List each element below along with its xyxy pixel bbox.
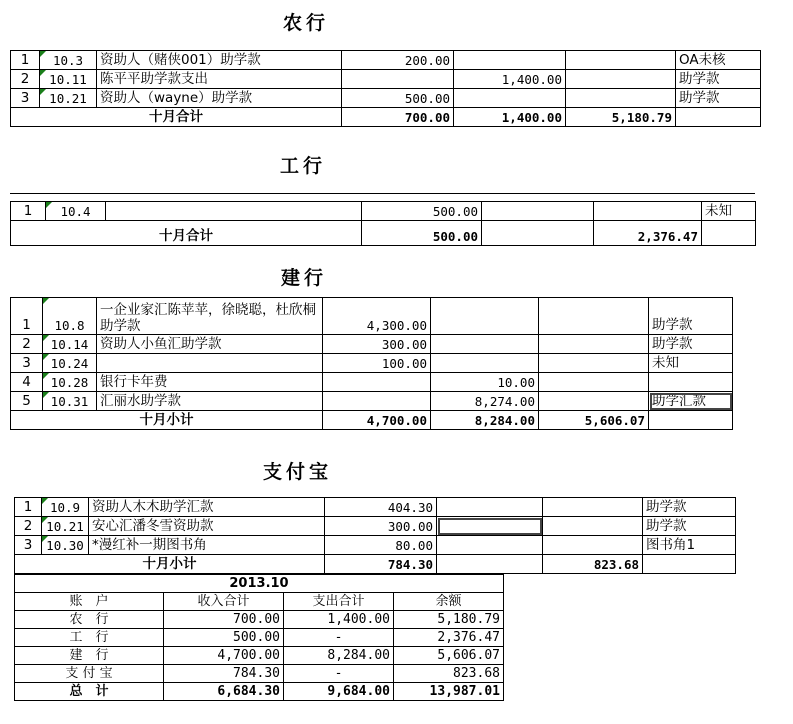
row-date[interactable]: 10.4 — [46, 202, 106, 221]
row-balance[interactable] — [539, 354, 649, 373]
row-no[interactable]: 1 — [11, 298, 43, 335]
row-no[interactable]: 5 — [11, 392, 43, 411]
total-label[interactable]: 十月小计 — [11, 411, 323, 430]
summary-header[interactable]: 支出合计 — [284, 593, 394, 611]
total-balance[interactable]: 823.68 — [543, 555, 643, 574]
summary-period[interactable]: 2013.10 — [15, 575, 504, 593]
abc-table — [10, 50, 761, 127]
total-balance[interactable]: 2,376.47 — [594, 221, 702, 246]
row-no[interactable]: 1 — [15, 498, 42, 517]
summary-total-balance[interactable]: 13,987.01 — [394, 683, 504, 701]
summary-income[interactable]: 500.00 — [164, 629, 284, 647]
row-balance[interactable] — [566, 89, 676, 108]
row-income[interactable]: 404.30 — [325, 498, 437, 517]
row-balance[interactable] — [543, 498, 643, 517]
row-no[interactable]: 2 — [15, 517, 42, 536]
row-date[interactable]: 10.11 — [40, 70, 97, 89]
summary-row — [15, 647, 504, 665]
row-note[interactable]: OA未核 — [676, 51, 761, 70]
row-date[interactable]: 10.31 — [43, 392, 97, 411]
row-balance[interactable] — [543, 536, 643, 555]
row-note[interactable]: 助学款 — [649, 335, 733, 354]
summary-row — [15, 611, 504, 629]
summary-income[interactable]: 4,700.00 — [164, 647, 284, 665]
total-income[interactable]: 700.00 — [342, 108, 454, 127]
row-income[interactable]: 300.00 — [323, 335, 431, 354]
row-expense[interactable] — [431, 354, 539, 373]
summary-balance[interactable]: 5,180.79 — [394, 611, 504, 629]
row-expense-selected-cell[interactable] — [437, 517, 543, 536]
row-no[interactable]: 3 — [11, 354, 43, 373]
total-expense[interactable]: 8,284.00 — [431, 411, 539, 430]
row-date[interactable]: 10.24 — [43, 354, 97, 373]
row-expense[interactable]: 8,274.00 — [431, 392, 539, 411]
row-desc[interactable] — [106, 202, 362, 221]
row-balance[interactable] — [539, 335, 649, 354]
row-balance[interactable] — [566, 70, 676, 89]
row-income[interactable] — [323, 392, 431, 411]
row-note[interactable]: 助学款 — [643, 498, 736, 517]
row-no[interactable]: 2 — [11, 335, 43, 354]
summary-period-row — [15, 575, 504, 593]
total-row — [11, 108, 761, 127]
table-row — [11, 51, 761, 70]
summary-total-row — [15, 683, 504, 701]
row-desc[interactable]: 陈平平助学款支出 — [97, 70, 342, 89]
total-label[interactable]: 十月合计 — [11, 221, 362, 246]
row-no[interactable]: 1 — [11, 51, 40, 70]
total-row — [11, 221, 756, 246]
table-row — [11, 89, 761, 108]
summary-account[interactable]: 建 行 — [15, 647, 164, 665]
summary-account[interactable]: 农 行 — [15, 611, 164, 629]
icbc-table — [10, 201, 756, 246]
row-income[interactable]: 500.00 — [362, 202, 482, 221]
ccb-title: 建行 — [281, 267, 328, 289]
total-note[interactable] — [643, 555, 736, 574]
row-note[interactable]: 未知 — [649, 354, 733, 373]
total-expense[interactable]: 1,400.00 — [454, 108, 566, 127]
total-note[interactable] — [676, 108, 761, 127]
table-row — [15, 536, 736, 555]
row-expense[interactable] — [437, 498, 543, 517]
row-date[interactable]: 10.9 — [42, 498, 89, 517]
row-income[interactable]: 100.00 — [323, 354, 431, 373]
row-note[interactable]: 助学款 — [676, 70, 761, 89]
row-date[interactable]: 10.28 — [43, 373, 97, 392]
summary-account[interactable]: 工 行 — [15, 629, 164, 647]
summary-expense[interactable]: 8,284.00 — [284, 647, 394, 665]
total-income[interactable]: 784.30 — [325, 555, 437, 574]
row-income[interactable]: 300.00 — [325, 517, 437, 536]
row-balance[interactable] — [594, 202, 702, 221]
row-expense[interactable] — [454, 51, 566, 70]
table-row — [11, 392, 733, 411]
table-row — [15, 498, 736, 517]
summary-row — [15, 629, 504, 647]
row-balance[interactable] — [539, 392, 649, 411]
row-income[interactable] — [323, 373, 431, 392]
row-expense[interactable] — [431, 298, 539, 335]
row-no[interactable]: 4 — [11, 373, 43, 392]
row-expense[interactable] — [482, 202, 594, 221]
row-date[interactable]: 10.14 — [43, 335, 97, 354]
row-note-selected-cell[interactable]: 助学汇款 — [649, 392, 733, 411]
summary-total-expense[interactable]: 9,684.00 — [284, 683, 394, 701]
summary-row — [15, 665, 504, 683]
row-desc[interactable]: 银行卡年费 — [97, 373, 323, 392]
row-date[interactable]: 10.8 — [43, 298, 97, 335]
table-row — [15, 517, 736, 536]
total-expense[interactable] — [437, 555, 543, 574]
row-note[interactable]: 未知 — [702, 202, 756, 221]
row-expense[interactable] — [437, 536, 543, 555]
summary-header[interactable]: 收入合计 — [164, 593, 284, 611]
row-balance[interactable] — [566, 51, 676, 70]
row-income[interactable]: 80.00 — [325, 536, 437, 555]
row-no[interactable]: 1 — [11, 202, 46, 221]
row-no[interactable]: 3 — [11, 89, 40, 108]
total-label[interactable]: 十月小计 — [15, 555, 325, 574]
row-date[interactable]: 10.30 — [42, 536, 89, 555]
frozen-edge-line — [10, 193, 755, 194]
table-row — [11, 298, 733, 335]
summary-account[interactable]: 支 付 宝 — [15, 665, 164, 683]
total-note[interactable] — [702, 221, 756, 246]
total-income[interactable]: 4,700.00 — [323, 411, 431, 430]
total-expense[interactable] — [482, 221, 594, 246]
table-row — [11, 373, 733, 392]
row-balance[interactable] — [543, 517, 643, 536]
summary-header[interactable]: 账 户 — [15, 593, 164, 611]
row-desc[interactable]: 一企业家汇陈苹苹，徐晓聪，杜欣桐助学款 — [97, 298, 323, 335]
table-row — [11, 335, 733, 354]
row-expense[interactable] — [431, 335, 539, 354]
row-note[interactable] — [649, 373, 733, 392]
summary-expense[interactable]: - — [284, 665, 394, 683]
row-desc[interactable]: 资助人（wayne）助学款 — [97, 89, 342, 108]
total-balance[interactable]: 5,180.79 — [566, 108, 676, 127]
summary-total-income[interactable]: 6,684.30 — [164, 683, 284, 701]
row-desc[interactable]: 资助人（赌侠001）助学款 — [97, 51, 342, 70]
row-note[interactable]: 助学款 — [643, 517, 736, 536]
summary-income[interactable]: 784.30 — [164, 665, 284, 683]
row-desc[interactable]: 汇丽水助学款 — [97, 392, 323, 411]
alipay-table — [14, 497, 736, 574]
abc-title: 农行 — [283, 12, 330, 34]
alipay-title: 支付宝 — [263, 461, 333, 483]
row-income[interactable]: 200.00 — [342, 51, 454, 70]
summary-table — [14, 574, 504, 701]
row-income[interactable] — [342, 70, 454, 89]
row-expense[interactable]: 10.00 — [431, 373, 539, 392]
table-row — [11, 202, 756, 221]
summary-balance[interactable]: 5,606.07 — [394, 647, 504, 665]
icbc-title: 工行 — [280, 155, 327, 177]
row-desc[interactable]: *漫红补一期图书角 — [89, 536, 325, 555]
row-note[interactable]: 图书角1 — [643, 536, 736, 555]
row-date[interactable]: 10.21 — [42, 517, 89, 536]
summary-income[interactable]: 700.00 — [164, 611, 284, 629]
total-note[interactable] — [649, 411, 733, 430]
row-desc[interactable]: 资助人小鱼汇助学款 — [97, 335, 323, 354]
row-desc[interactable]: 资助人木木助学汇款 — [89, 498, 325, 517]
row-income[interactable]: 4,300.00 — [323, 298, 431, 335]
ccb-table — [10, 297, 733, 430]
summary-balance[interactable]: 823.68 — [394, 665, 504, 683]
row-expense[interactable] — [454, 89, 566, 108]
total-row — [11, 411, 733, 430]
summary-header[interactable]: 余额 — [394, 593, 504, 611]
row-no[interactable]: 2 — [11, 70, 40, 89]
summary-total-label[interactable]: 总 计 — [15, 683, 164, 701]
total-label[interactable]: 十月合计 — [11, 108, 342, 127]
total-balance[interactable]: 5,606.07 — [539, 411, 649, 430]
row-note[interactable]: 助学款 — [649, 298, 733, 335]
row-no[interactable]: 3 — [15, 536, 42, 555]
row-note[interactable]: 助学款 — [676, 89, 761, 108]
row-date[interactable]: 10.3 — [40, 51, 97, 70]
row-expense[interactable]: 1,400.00 — [454, 70, 566, 89]
summary-header-row — [15, 593, 504, 611]
row-balance[interactable] — [539, 373, 649, 392]
row-date[interactable]: 10.21 — [40, 89, 97, 108]
table-row — [11, 354, 733, 373]
summary-expense[interactable]: 1,400.00 — [284, 611, 394, 629]
table-row — [11, 70, 761, 89]
summary-expense[interactable]: - — [284, 629, 394, 647]
summary-balance[interactable]: 2,376.47 — [394, 629, 504, 647]
row-desc[interactable]: 安心汇潘冬雪资助款 — [89, 517, 325, 536]
total-row — [15, 555, 736, 574]
row-income[interactable]: 500.00 — [342, 89, 454, 108]
row-desc[interactable] — [97, 354, 323, 373]
total-income[interactable]: 500.00 — [362, 221, 482, 246]
row-balance[interactable] — [539, 298, 649, 335]
